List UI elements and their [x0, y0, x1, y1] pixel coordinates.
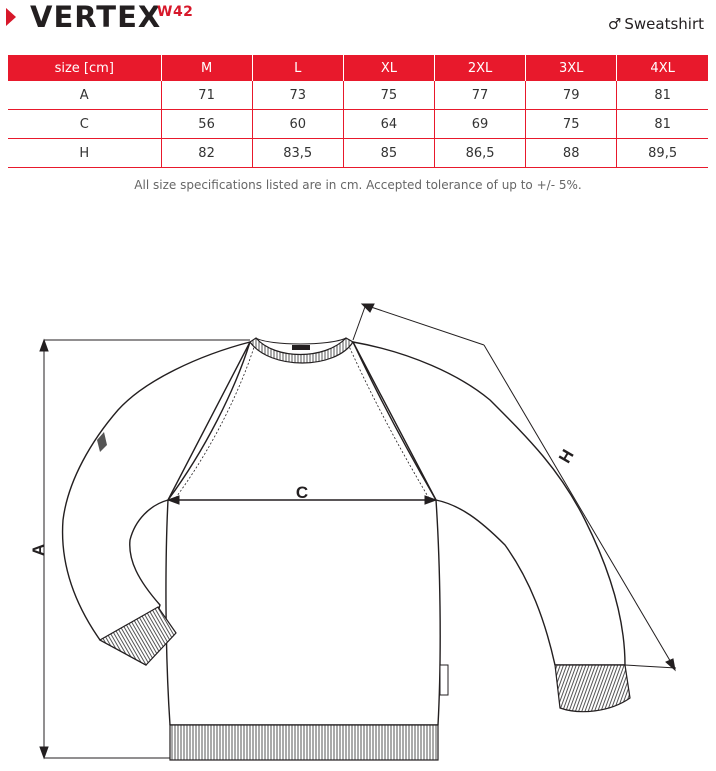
table-cell: 86,5	[434, 139, 525, 168]
product-name: VERTEX	[30, 0, 162, 34]
table-cell: 83,5	[252, 139, 343, 168]
size-header: L	[252, 55, 343, 81]
size-table	[8, 55, 708, 168]
table-cell: 60	[252, 110, 343, 139]
table-cell: 73	[252, 81, 343, 110]
table-row	[8, 81, 708, 110]
row-label: H	[8, 139, 161, 168]
table-cell: 75	[343, 81, 434, 110]
dimension-c-label: C	[295, 483, 309, 502]
brand-triangle-icon	[6, 8, 16, 26]
table-cell: 88	[526, 139, 617, 168]
table-cell: 81	[617, 81, 708, 110]
table-cell: 89,5	[617, 139, 708, 168]
table-cell: 77	[434, 81, 525, 110]
sweatshirt-outline	[63, 342, 625, 725]
garment-type	[608, 15, 704, 33]
size-table-header	[8, 55, 708, 81]
table-cell: 85	[343, 139, 434, 168]
product-code: W42	[157, 4, 194, 20]
table-cell: 82	[161, 139, 252, 168]
dimension-h-label: H	[555, 446, 578, 467]
size-header: 3XL	[526, 55, 617, 81]
header	[0, 0, 716, 42]
dimension-a-label: A	[29, 543, 48, 557]
row-label: C	[8, 110, 161, 139]
table-cell: 69	[434, 110, 525, 139]
table-cell: 75	[526, 110, 617, 139]
table-row	[8, 110, 708, 139]
side-tag	[440, 665, 448, 695]
size-header: M	[161, 55, 252, 81]
table-row	[8, 139, 708, 168]
sweatshirt-drawing	[0, 280, 716, 771]
size-header: XL	[343, 55, 434, 81]
size-header: 2XL	[434, 55, 525, 81]
neck-label	[292, 345, 310, 350]
waistband-rib	[170, 725, 438, 760]
male-icon: ♂	[607, 15, 622, 33]
size-header: 4XL	[617, 55, 708, 81]
table-cell: 56	[161, 110, 252, 139]
table-cell: 79	[526, 81, 617, 110]
tolerance-note: All size specifications listed are in cm. Accepted tolerance of up to +/- 5%.	[134, 178, 582, 192]
size-header-label: size [cm]	[8, 55, 161, 81]
table-cell: 81	[617, 110, 708, 139]
right-cuff-rib	[555, 665, 630, 712]
garment-label: Sweatshirt	[624, 15, 704, 33]
table-cell: 71	[161, 81, 252, 110]
table-cell: 64	[343, 110, 434, 139]
row-label: A	[8, 81, 161, 110]
